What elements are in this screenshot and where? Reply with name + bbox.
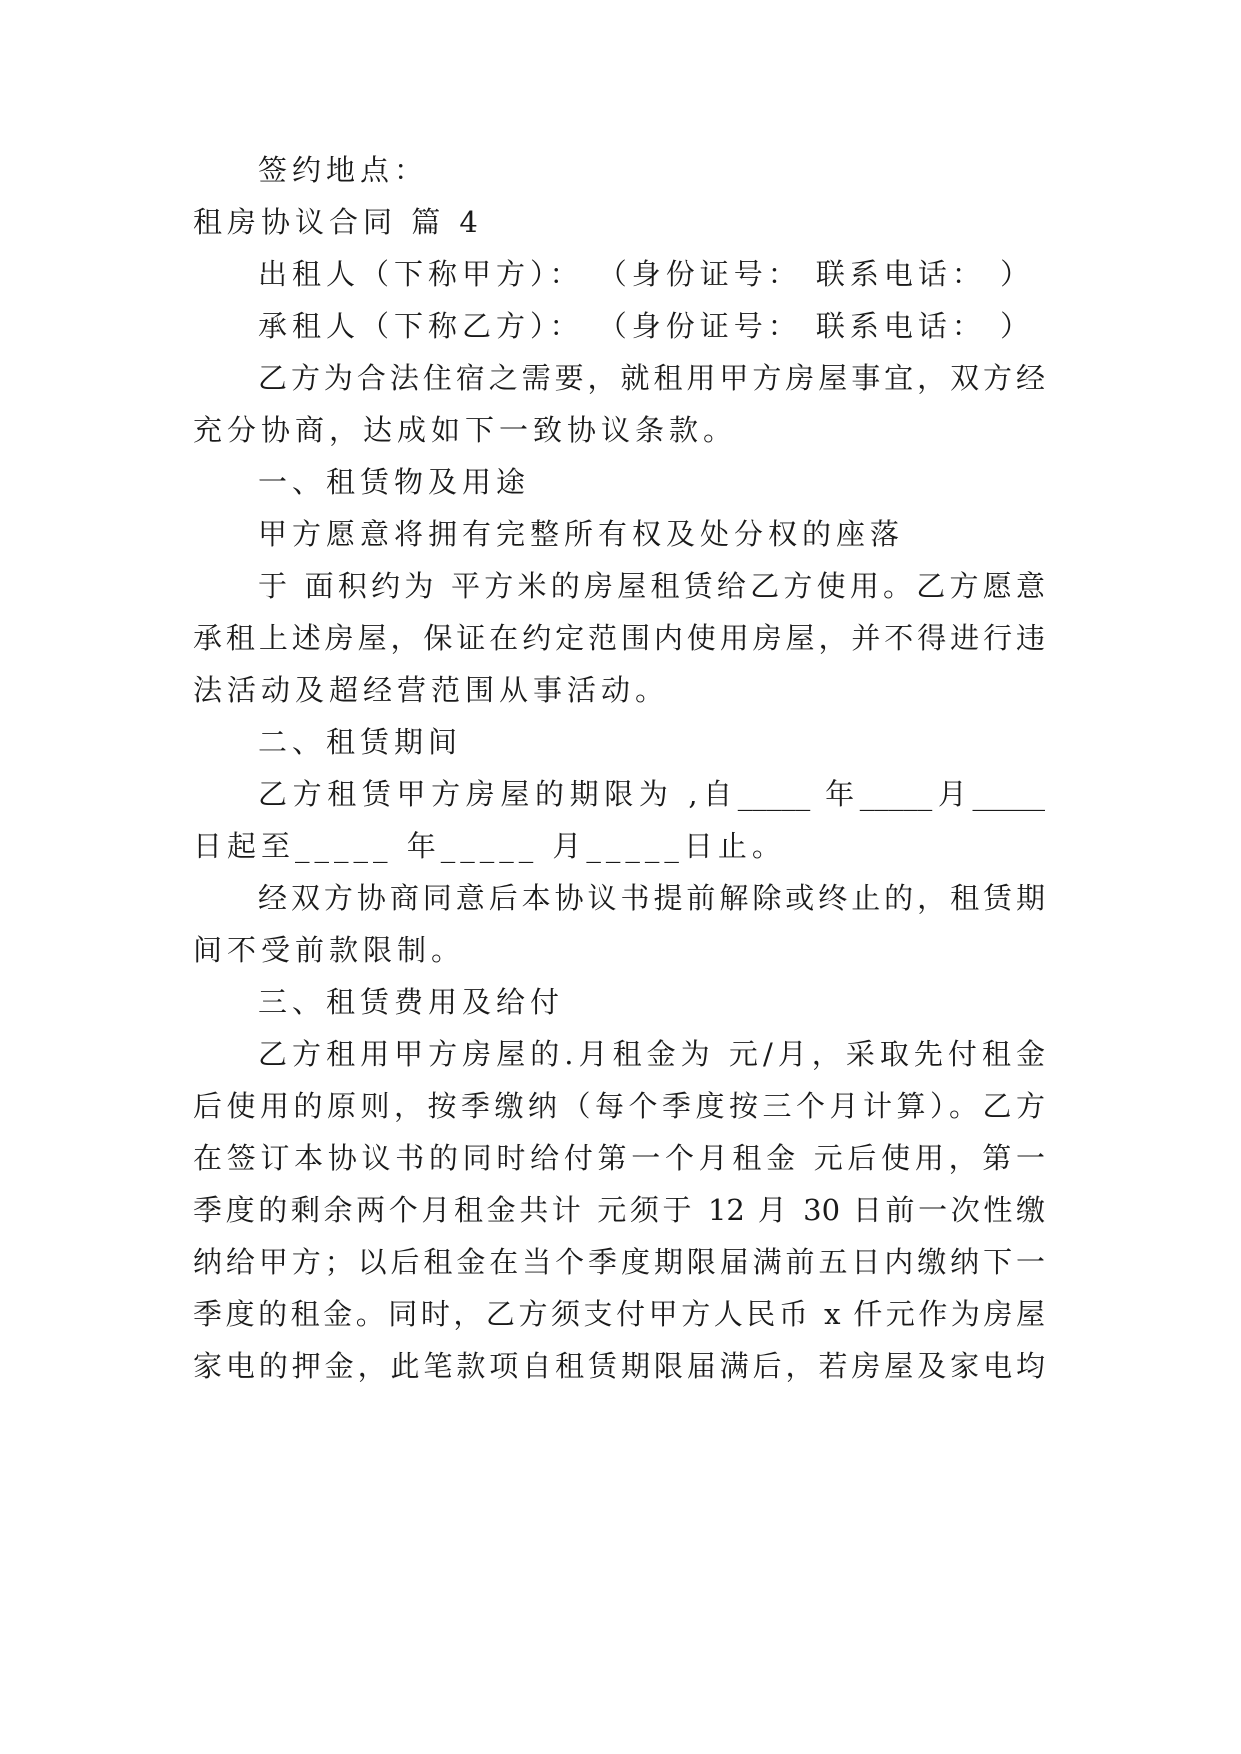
clause-heading: 一、租赁物及用途 (258, 465, 531, 499)
paragraph-line: 甲方愿意将拥有完整所有权及处分权的座落 (258, 517, 905, 551)
paragraph-line: 于 面积约为 平方米的房屋租赁给乙方使用。乙方愿意 (258, 569, 1045, 603)
paragraph-line: 季度的租金。同时，乙方须支付甲方人民币 x 仟元作为房屋 (193, 1297, 1045, 1331)
section-heading: 租房协议合同 篇 4 (193, 205, 483, 239)
paragraph-line: 经双方协商同意后本协议书提前解除或终止的，租赁期 (258, 881, 1045, 915)
clause-heading: 三、租赁费用及给付 (258, 985, 565, 1019)
clause-heading: 二、租赁期间 (258, 725, 463, 759)
paragraph-line: 乙方租赁甲方房屋的期限为 ,自_____ 年_____月_____ (258, 777, 1045, 811)
signing-location-line: 签约地点： (258, 153, 429, 187)
paragraph-line: 乙方租用甲方房屋的.月租金为 元/月，采取先付租金 (258, 1037, 1045, 1071)
lessor-line: 出租人（下称甲方）： （身份证号： 联系电话： ） (258, 257, 1035, 291)
paragraph-line: 乙方为合法住宿之需要，就租用甲方房屋事宜，双方经 (258, 361, 1045, 395)
paragraph-line: 家电的押金，此笔款项自租赁期限届满后，若房屋及家电均 (193, 1349, 1045, 1383)
paragraph-line: 间不受前款限制。 (193, 933, 466, 967)
paragraph-line: 承租上述房屋，保证在约定范围内使用房屋，并不得进行违 (193, 621, 1045, 655)
paragraph-line: 在签订本协议书的同时给付第一个月租金 元后使用，第一 (193, 1141, 1045, 1175)
paragraph-line: 季度的剩余两个月租金共计 元须于 12 月 30 日前一次性缴 (193, 1193, 1045, 1227)
paragraph-line: 日起至_____ 年_____ 月_____日止。 (193, 829, 786, 863)
paragraph-line: 纳给甲方；以后租金在当个季度期限届满前五日内缴纳下一 (193, 1245, 1045, 1279)
paragraph-line: 充分协商，达成如下一致协议条款。 (193, 413, 738, 447)
paragraph-line: 后使用的原则，按季缴纳（每个季度按三个月计算）。乙方 (193, 1089, 1045, 1123)
paragraph-line: 法活动及超经营范围从事活动。 (193, 673, 670, 707)
lessee-line: 承租人（下称乙方）： （身份证号： 联系电话： ） (258, 309, 1035, 343)
